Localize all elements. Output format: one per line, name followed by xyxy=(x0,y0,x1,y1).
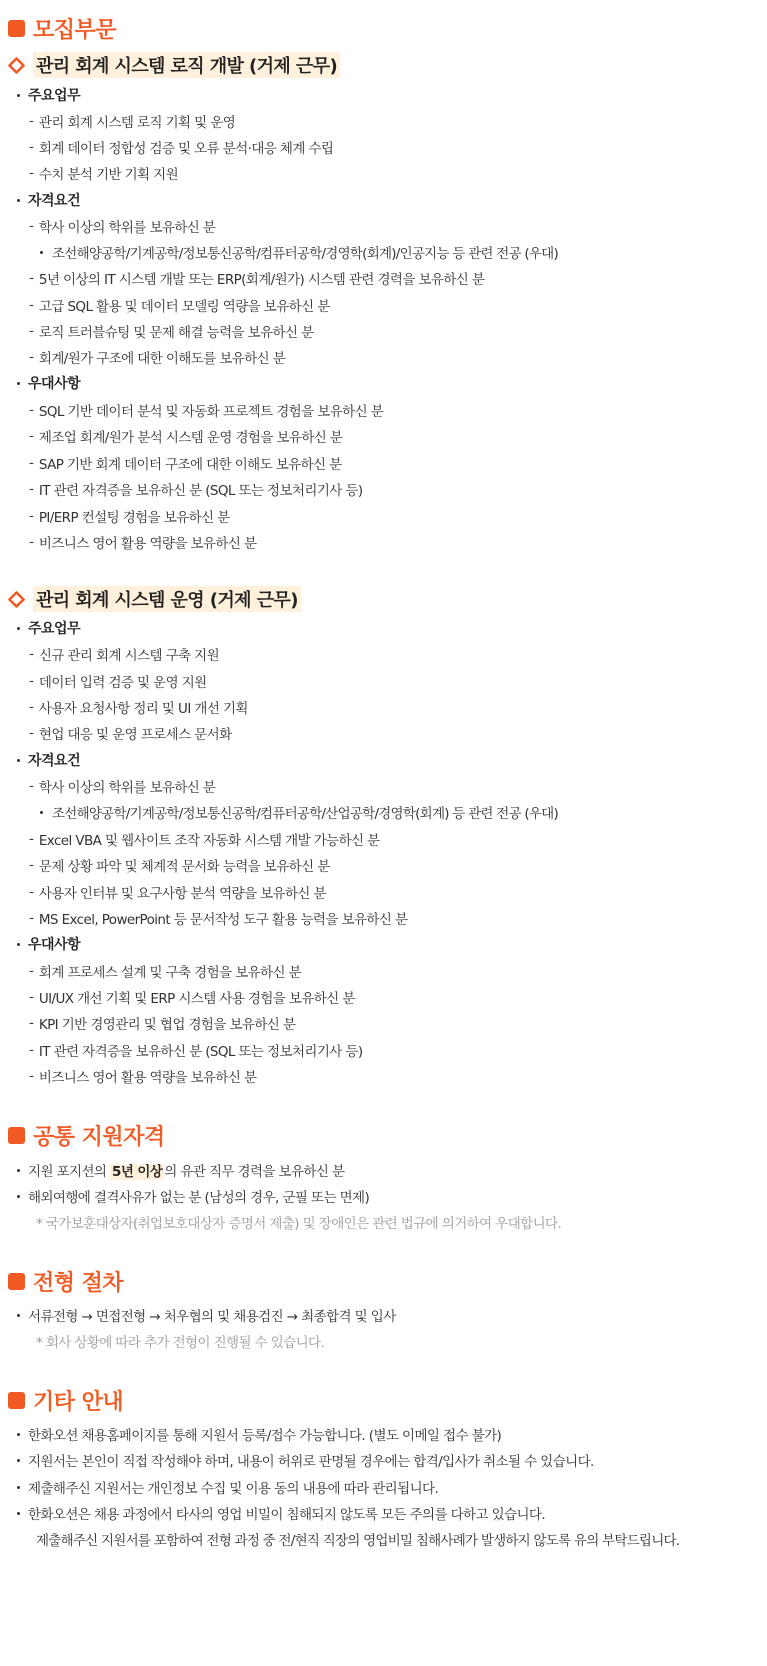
orange-diamond-icon xyxy=(8,57,25,74)
list-item: - 비즈니스 영어 활용 역량을 보유하신 분 xyxy=(29,1068,257,1086)
list-item: - IT 관련 자격증을 보유하신 분 (SQL 또는 정보처리기사 등) xyxy=(29,481,363,499)
list-item: - 수치 분석 기반 기획 지원 xyxy=(29,165,179,183)
list-item: - SQL 기반 데이터 분석 및 자동화 프로젝트 경험을 보유하신 분 xyxy=(29,402,384,420)
list-item: - 문제 상황 파악 및 체계적 문서화 능력을 보유하신 분 xyxy=(29,857,330,875)
orange-diamond-icon xyxy=(8,591,25,608)
orange-square-icon xyxy=(8,20,25,37)
list-item: - MS Excel, PowerPoint 등 문서작성 도구 활용 능력을 보유하신 분 xyxy=(29,910,408,928)
duties-heading: 주요업무 xyxy=(17,617,80,639)
section-title-process: 전형 절차 xyxy=(8,1265,123,1297)
list-item: - 로직 트러블슈팅 및 문제 해결 능력을 보유하신 분 xyxy=(29,323,314,341)
list-item: - 사용자 인터뷰 및 요구사항 분석 역량을 보유하신 분 xyxy=(29,884,326,902)
section-title-common: 공통 지원자격 xyxy=(8,1119,165,1151)
note-text: * 국가보훈대상자(취업보호대상자 증명서 제출) 및 장애인은 관련 법규에 의거하여 우대합니다. xyxy=(36,1216,562,1232)
preferences-heading: 우대사항 xyxy=(17,933,80,955)
list-item-continuation: 제출해주신 지원서를 포함하여 전형 과정 중 전/현직 직장의 영업비밀 침해사례가 발생하지 않도록 유의 부탁드립니다. xyxy=(36,1533,680,1549)
list-item: - 학사 이상의 학위를 보유하신 분 xyxy=(29,778,216,796)
requirements-heading: 자격요건 xyxy=(17,189,80,211)
list-item: - SAP 기반 회계 데이터 구조에 대한 이해도 보유하신 분 xyxy=(29,455,342,473)
list-item: - PI/ERP 컨설팅 경험을 보유하신 분 xyxy=(29,508,230,526)
list-item: 한화오션 채용홈페이지를 통해 지원서 등록/접수 가능합니다. (별도 이메일 접수 불가) xyxy=(17,1423,501,1445)
list-item: - 회계/원가 구조에 대한 이해도를 보유하신 분 xyxy=(29,349,286,367)
list-subitem: 조선해양공학/기계공학/정보통신공학/컴퓨터공학/경영학(회계)/인공지능 등 관련 전공 (우대) xyxy=(40,241,558,263)
list-item: - 비즈니스 영어 활용 역량을 보유하신 분 xyxy=(29,534,257,552)
list-item: 제출해주신 지원서는 개인정보 수집 및 이용 동의 내용에 따라 관리됩니다. xyxy=(17,1476,438,1498)
process-steps: 서류전형 → 면접전형 → 처우협의 및 채용검진 → 최종합격 및 입사 xyxy=(17,1304,396,1326)
position-title-operation: 관리 회계 시스템 운영 (거제 근무) xyxy=(8,585,301,613)
list-item: 지원서는 본인이 직접 작성해야 하며, 내용이 허위로 판명될 경우에는 합격/입사가 취소될 수 있습니다. xyxy=(17,1449,594,1471)
list-item: - Excel VBA 및 웹사이트 조작 자동화 시스템 개발 가능하신 분 xyxy=(29,831,380,849)
list-item: - 5년 이상의 IT 시스템 개발 또는 ERP(회계/원가) 시스템 관련 경력을 보유하신 분 xyxy=(29,270,485,288)
list-item: 한화오션은 채용 과정에서 타사의 영업 비밀이 침해되지 않도록 모든 주의를 다하고 있습니다. xyxy=(17,1502,545,1524)
list-item: - UI/UX 개선 기획 및 ERP 시스템 사용 경험을 보유하신 분 xyxy=(29,989,355,1007)
list-item: - IT 관련 자격증을 보유하신 분 (SQL 또는 정보처리기사 등) xyxy=(29,1042,363,1060)
list-item: - 학사 이상의 학위를 보유하신 분 xyxy=(29,218,216,236)
list-item: - 사용자 요청사항 정리 및 UI 개선 기획 xyxy=(29,699,248,717)
duties-heading: 주요업무 xyxy=(17,84,80,106)
orange-square-icon xyxy=(8,1392,25,1409)
orange-square-icon xyxy=(8,1273,25,1290)
list-item: - 회계 데이터 정합성 검증 및 오류 분석·대응 체계 수립 xyxy=(29,139,334,157)
highlight-years: 5년 이상 xyxy=(112,1164,163,1180)
list-item: - 관리 회계 시스템 로직 기획 및 운영 xyxy=(29,113,236,131)
list-subitem: 조선해양공학/기계공학/정보통신공학/컴퓨터공학/산업공학/경영학(회계) 등 관련 전공 (우대) xyxy=(40,801,558,823)
list-item: 지원 포지션의 5년 이상 의 유관 직무 경력을 보유하신 분 xyxy=(17,1159,344,1181)
orange-square-icon xyxy=(8,1127,25,1144)
list-item: - 회계 프로세스 설계 및 구축 경험을 보유하신 분 xyxy=(29,963,302,981)
list-item: - 현업 대응 및 운영 프로세스 문서화 xyxy=(29,725,232,743)
list-item: - 데이터 입력 검증 및 운영 지원 xyxy=(29,673,207,691)
requirements-heading: 자격요건 xyxy=(17,749,80,771)
note-text: * 회사 상황에 따라 추가 전형이 진행될 수 있습니다. xyxy=(36,1335,325,1351)
list-item: 해외여행에 결격사유가 없는 분 (남성의 경우, 군필 또는 면제) xyxy=(17,1185,369,1207)
position-title-logic-dev: 관리 회계 시스템 로직 개발 (거제 근무) xyxy=(8,51,340,79)
preferences-heading: 우대사항 xyxy=(17,372,80,394)
list-item: - 제조업 회계/원가 분석 시스템 운영 경험을 보유하신 분 xyxy=(29,428,343,446)
section-title-etc: 기타 안내 xyxy=(8,1384,123,1416)
section-title-recruit: 모집부문 xyxy=(8,12,116,44)
list-item: - 신규 관리 회계 시스템 구축 지원 xyxy=(29,646,220,664)
list-item: - KPI 기반 경영관리 및 협업 경험을 보유하신 분 xyxy=(29,1015,296,1033)
list-item: - 고급 SQL 활용 및 데이터 모델링 역량을 보유하신 분 xyxy=(29,297,330,315)
